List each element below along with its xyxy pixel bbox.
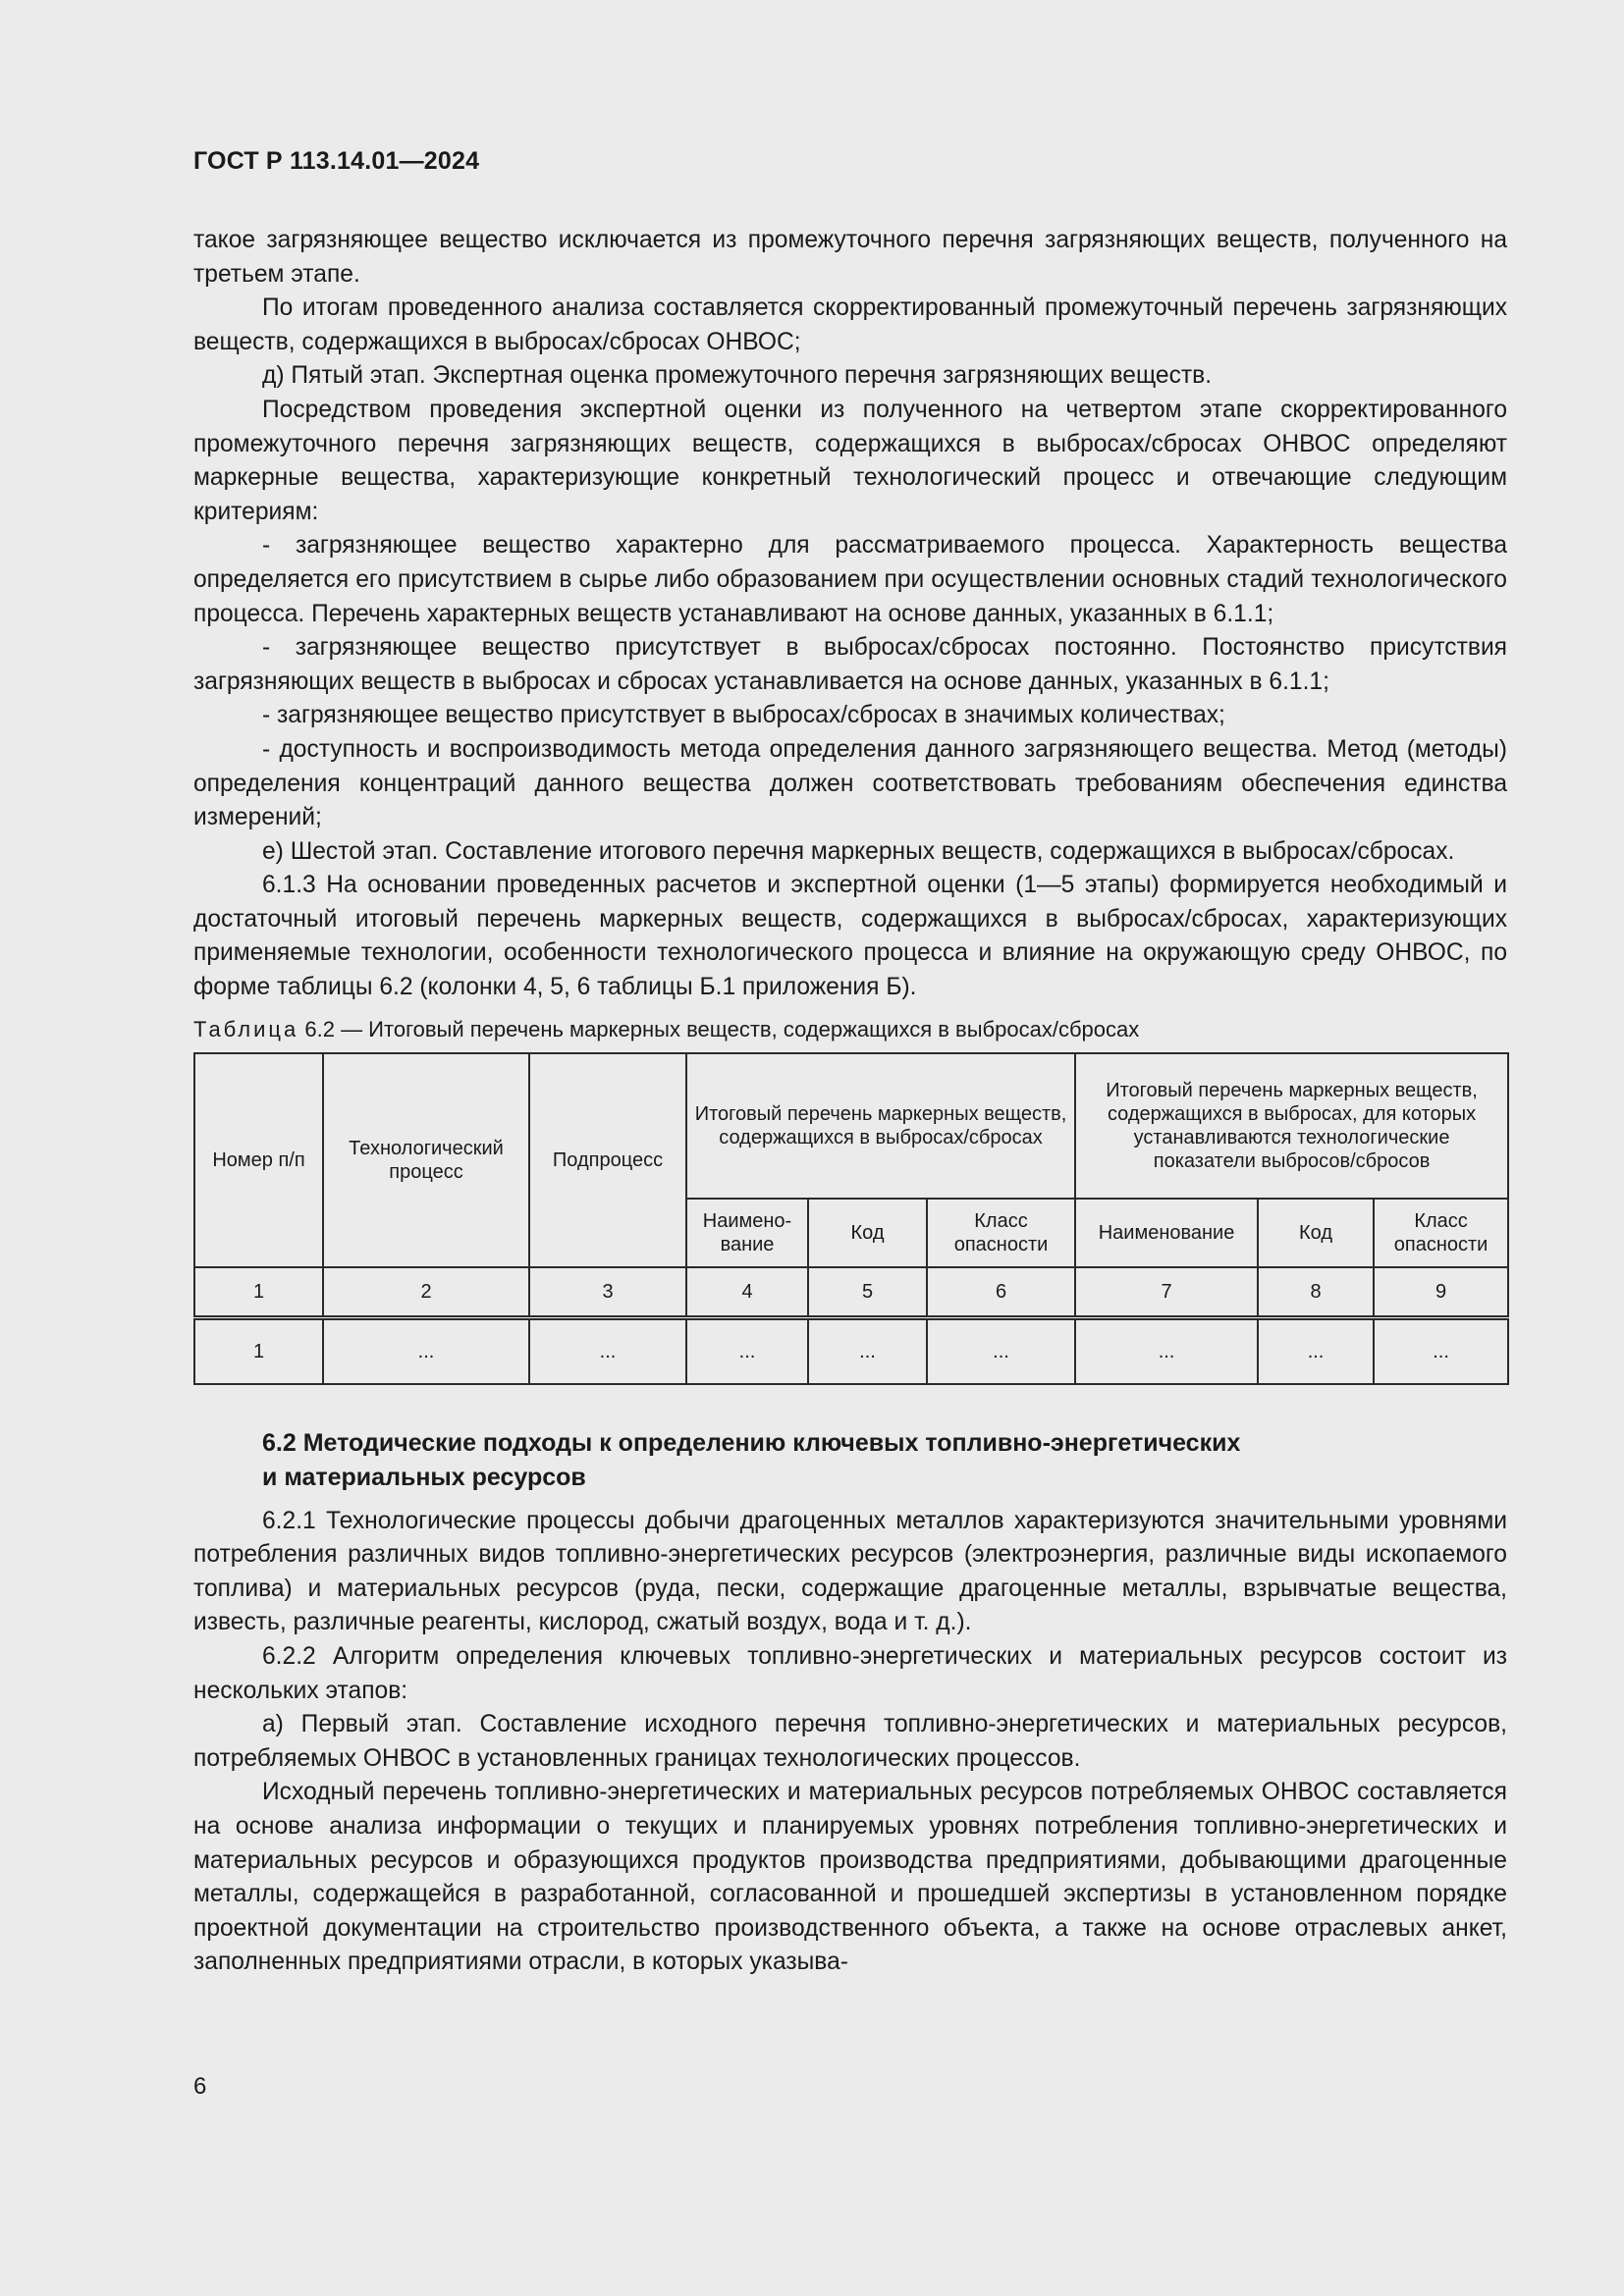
table-cell: 3 [529,1267,686,1318]
section-title-line: 6.2 Методические подходы к определению ключевых топливно-энергетических [262,1428,1241,1457]
table-cell: ... [686,1317,808,1384]
paragraph: 6.2.1 Технологические процессы добычи драгоценных металлов характеризуются значительными уровнями потребления различных видов топливно-энергетических ресурсов (электроэнергия, различные виды ископаемого топлива) и материальных ресурсов (руда, пески, содержащие драгоценные металлы, взрывчатые вещества, известь, различные реагенты, кислород, сжатый воздух, вода и т. д.). [193,1507,1507,1636]
paragraph: Исходный перечень топливно-энергетических и материальных ресурсов потребляемых ОНВОС составляется на основе анализа информации о текущих и планируемых уровнях потребления топливно-энергетических и материальных ресурсов и образующихся продуктов производства предприятиями, добывающими драгоценные металлы, содержащейся в разработанной, согласованной и прошедшей экспертизы в установленном порядке проектной документации на строительство производственного объекта, а также на основе отраслевых анкет, заполненных предприятиями отрасли, в которых указыва- [193,1779,1507,1976]
table-cell: ... [323,1317,529,1384]
paragraph: Посредством проведения экспертной оценки из полученного на четвертом этапе скорректированного промежуточного перечня загрязняющих веществ, содержащихся в выбросах/сбросах ОНВОС определяют маркерные вещества, характеризующие конкретный технологический процесс и отвечающие следующим критериям: [193,396,1507,525]
list-item: - доступность и воспроизводимость метода определения данного загрязняющего вещества. Метод (методы) определения концентраций данного вещества должен соответствовать требованиям обеспечения единства измерений; [193,735,1507,831]
table-cell: 1 [194,1267,323,1318]
table-cell: 5 [808,1267,927,1318]
list-item: - загрязняющее вещество присутствует в выбросах/сбросах постоянно. Постоянство присутствия загрязняющих веществ в выбросах и сбросах устанавливается на основе данных, указанных в 6.1.1; [193,634,1507,695]
paragraph: а) Первый этап. Составление исходного перечня топливно-энергетических и материальных ресурсов, потребляемых ОНВОС в установленных границах технологических процессов. [193,1711,1507,1772]
table-caption-word: Таблица [193,1016,299,1041]
marker-substances-table [193,1052,1509,1385]
table-cell: ... [1075,1317,1258,1384]
list-item: - загрязняющее вещество присутствует в выбросах/сбросах в значимых количествах; [262,702,1225,729]
document-header: ГОСТ Р 113.14.01—2024 [193,147,480,175]
paragraph: По итогам проведенного анализа составляется скорректированный промежуточный перечень загрязняющих веществ, содержащихся в выбросах/сбросах ОНВОС; [193,294,1507,355]
table-cell: ... [927,1317,1075,1384]
list-item: - загрязняющее вещество характерно для рассматриваемого процесса. Характерность вещества определяется его присутствием в сырье либо образованием при осуществлении основных стадий технологического процесса. Перечень характерных веществ устанавливают на основе данных, указанных в 6.1.1; [193,532,1507,627]
table-cell: 4 [686,1267,808,1318]
table-cell: ... [1374,1317,1508,1384]
table-cell: ... [1258,1317,1374,1384]
table-cell: 8 [1258,1267,1374,1318]
table-cell: ... [808,1317,927,1384]
page-number: 6 [193,2073,207,2100]
table-header-group: Итоговый перечень маркерных веществ, содержащихся в выбросах, для которых устанавливаются технологические показатели выбросов/сбросов [1075,1053,1508,1199]
table-header-group: Итоговый перечень маркерных веществ, содержащихся в выбросах/сбросах [686,1053,1075,1199]
table-header-cell: Подпроцесс [529,1053,686,1267]
table-header-cell: Наименование [1075,1199,1258,1267]
table-header-cell: Технологический процесс [323,1053,529,1267]
section-title [262,1426,1507,1495]
section-title-line: и материальных ресурсов [262,1463,586,1491]
paragraph: д) Пятый этап. Экспертная оценка промежуточного перечня загрязняющих веществ. [262,362,1213,390]
table-header-cell: Код [808,1199,927,1267]
table-caption-text: 6.2 — Итоговый перечень маркерных веществ, содержащихся в выбросах/сбросах [298,1016,1140,1041]
paragraph: такое загрязняющее вещество исключается из промежуточного перечня загрязняющих веществ, полученного на третьем этапе. [193,227,1507,288]
table-header-cell: Класс опасности [927,1199,1075,1267]
table-header-cell: Класс опасности [1374,1199,1508,1267]
paragraph: 6.1.3 На основании проведенных расчетов и экспертной оценки (1—5 этапы) формируется необходимый и достаточный итоговый перечень маркерных веществ, содержащихся в выбросах/сбросах, характеризующих применяемые технологии, особенности технологического процесса и влияние на окружающую среду ОНВОС, по форме таблицы 6.2 (колонки 4, 5, 6 таблицы Б.1 приложения Б). [193,872,1507,1001]
table-header-cell: Код [1258,1199,1374,1267]
table-row [194,1317,1508,1384]
table-cell: 9 [1374,1267,1508,1318]
table-cell: 2 [323,1267,529,1318]
table-header-cell: Номер п/п [194,1053,323,1267]
table-cell: ... [529,1317,686,1384]
table-row [194,1267,1508,1318]
body-text [193,224,1507,1980]
paragraph: е) Шестой этап. Составление итогового перечня маркерных веществ, содержащихся в выбросах/сбросах. [262,837,1455,865]
table-cell: 1 [194,1317,323,1384]
table-cell: 7 [1075,1267,1258,1318]
paragraph: 6.2.2 Алгоритм определения ключевых топливно-энергетических и материальных ресурсов состоит из нескольких этапов: [193,1643,1507,1704]
table-header-cell: Наимено-вание [686,1199,808,1267]
table-caption [193,1015,1507,1044]
table-cell: 6 [927,1267,1075,1318]
